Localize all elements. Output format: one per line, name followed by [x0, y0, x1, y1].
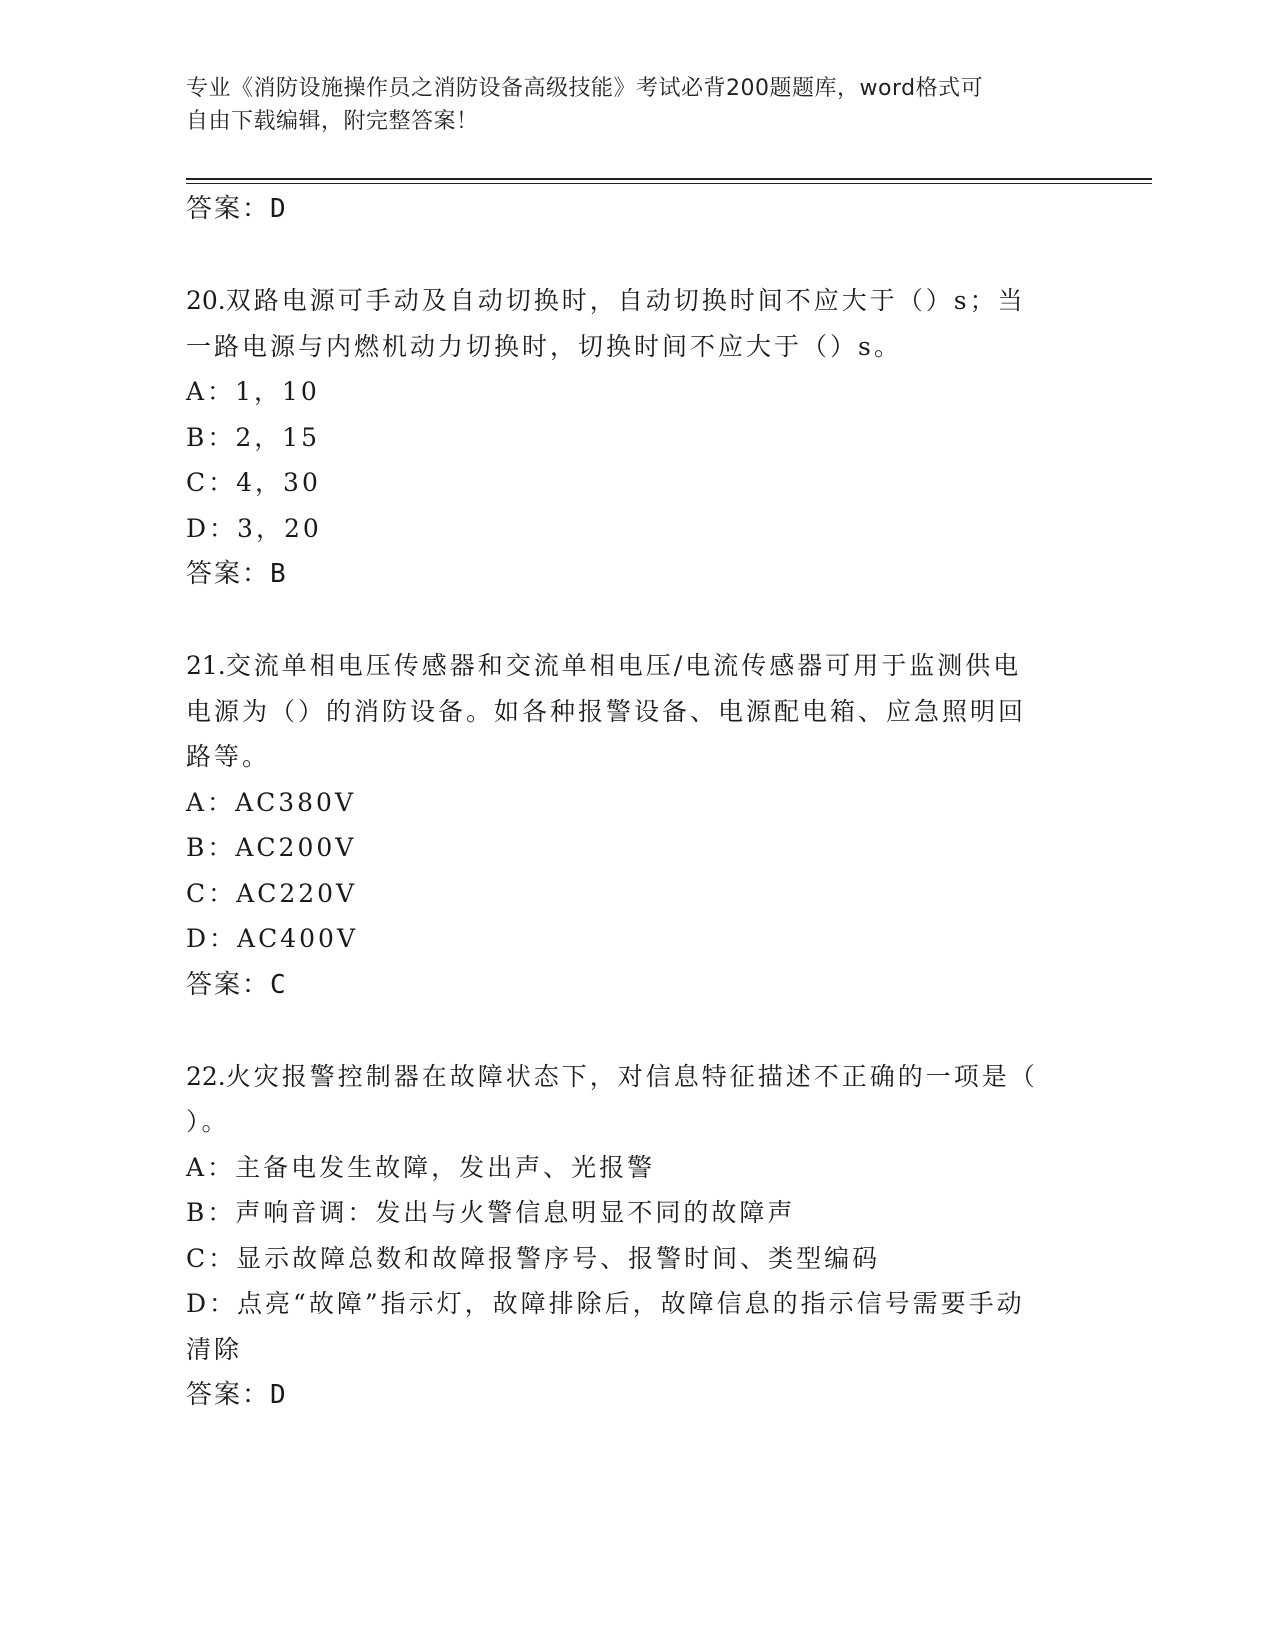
option-text: AC200V — [235, 833, 357, 862]
option-text: 主备电发生故障，发出声、光报警 — [235, 1152, 656, 1182]
option-a — [186, 369, 1086, 415]
option-d — [186, 1281, 1086, 1372]
option-letter: C： — [186, 1243, 237, 1273]
answer-value: C — [270, 969, 286, 1000]
question-number: 22. — [186, 1061, 226, 1091]
answer-label: 答案： — [186, 969, 271, 1000]
option-text: 3，20 — [237, 513, 322, 543]
question-number: 20. — [186, 286, 226, 315]
question-text-line: 21.交流单相电压传感器和交流单相电压/电流传感器可用于监测供电 — [186, 651, 1022, 680]
option-text: 显示故障总数和故障报警序号、报警时间、类型编码 — [236, 1243, 881, 1273]
answer-value: D — [270, 194, 286, 224]
option-text: AC380V — [235, 787, 357, 817]
question-text-line: 22.火灾报警控制器在故障状态下，对信息特征描述不正确的一项是（ — [186, 1061, 1038, 1091]
spacer — [186, 1008, 1086, 1054]
option-text: 声响音调：发出与火警信息明显不同的故障声 — [235, 1198, 796, 1227]
header-divider-thin — [186, 183, 1152, 184]
option-text: AC220V — [236, 878, 358, 908]
spacer — [186, 232, 1086, 278]
answer-label: 答案： — [186, 559, 271, 589]
option-text: 点亮“故障”指示灯，故障排除后，故障信息的指示信号需要手动 — [237, 1289, 1025, 1318]
option-letter: B： — [186, 833, 236, 862]
option-letter: A： — [186, 1152, 236, 1182]
option-b — [186, 825, 1086, 871]
option-text: AC400V — [237, 924, 359, 953]
answer-line — [186, 186, 1086, 232]
option-text: 4，30 — [236, 468, 321, 497]
spacer — [186, 597, 1086, 643]
option-letter: C： — [186, 878, 237, 908]
option-text-line — [186, 1281, 1086, 1327]
option-b — [186, 1190, 1086, 1236]
option-c — [186, 871, 1086, 917]
question-text-line: 一路电源与内燃机动力切换时，切换时间不应大于（）s。 — [186, 331, 902, 361]
question-21 — [186, 643, 1086, 780]
question-number: 21. — [186, 651, 226, 680]
option-letter: A： — [186, 377, 236, 406]
header-line-1: 专业《消防设施操作员之消防设备高级技能》考试必背200题题库，word格式可 — [186, 76, 984, 101]
option-text-line: 清除 — [186, 1334, 243, 1364]
answer-label: 答案： — [186, 1380, 271, 1410]
question-text-line: 电源为（）的消防设备。如各种报警设备、电源配电箱、应急照明回 — [186, 696, 1027, 726]
answer-label: 答案： — [186, 194, 271, 224]
question-list — [186, 186, 1086, 1418]
option-letter: B： — [186, 422, 236, 452]
option-a — [186, 1145, 1086, 1191]
option-letter: A： — [186, 787, 236, 817]
option-c — [186, 460, 1086, 506]
option-a — [186, 780, 1086, 826]
question-20 — [186, 278, 1086, 369]
option-letter: D： — [186, 1289, 238, 1318]
answer-value: D — [270, 1380, 286, 1410]
option-text: 1，10 — [235, 377, 320, 406]
option-c — [186, 1236, 1086, 1282]
question-text-line: ）。 — [186, 1107, 230, 1136]
option-d — [186, 506, 1086, 552]
question-text-line: 20.双路电源可手动及自动切换时，自动切换时间不应大于（）s；当 — [186, 286, 1026, 315]
option-d — [186, 916, 1086, 962]
option-letter: C： — [186, 468, 237, 497]
page-header — [186, 72, 1066, 138]
header-divider-thick — [186, 178, 1152, 180]
option-letter: B： — [186, 1198, 236, 1227]
option-text: 2，15 — [235, 422, 321, 452]
option-letter: D： — [186, 924, 238, 953]
answer-line — [186, 1372, 1086, 1418]
question-text-line: 路等。 — [186, 742, 271, 771]
answer-line — [186, 551, 1086, 597]
question-22 — [186, 1054, 1086, 1145]
option-b — [186, 415, 1086, 461]
answer-value: B — [270, 559, 286, 589]
answer-line — [186, 962, 1086, 1008]
header-line-2: 自由下载编辑，附完整答案！ — [186, 109, 479, 134]
option-letter: D： — [186, 513, 238, 543]
